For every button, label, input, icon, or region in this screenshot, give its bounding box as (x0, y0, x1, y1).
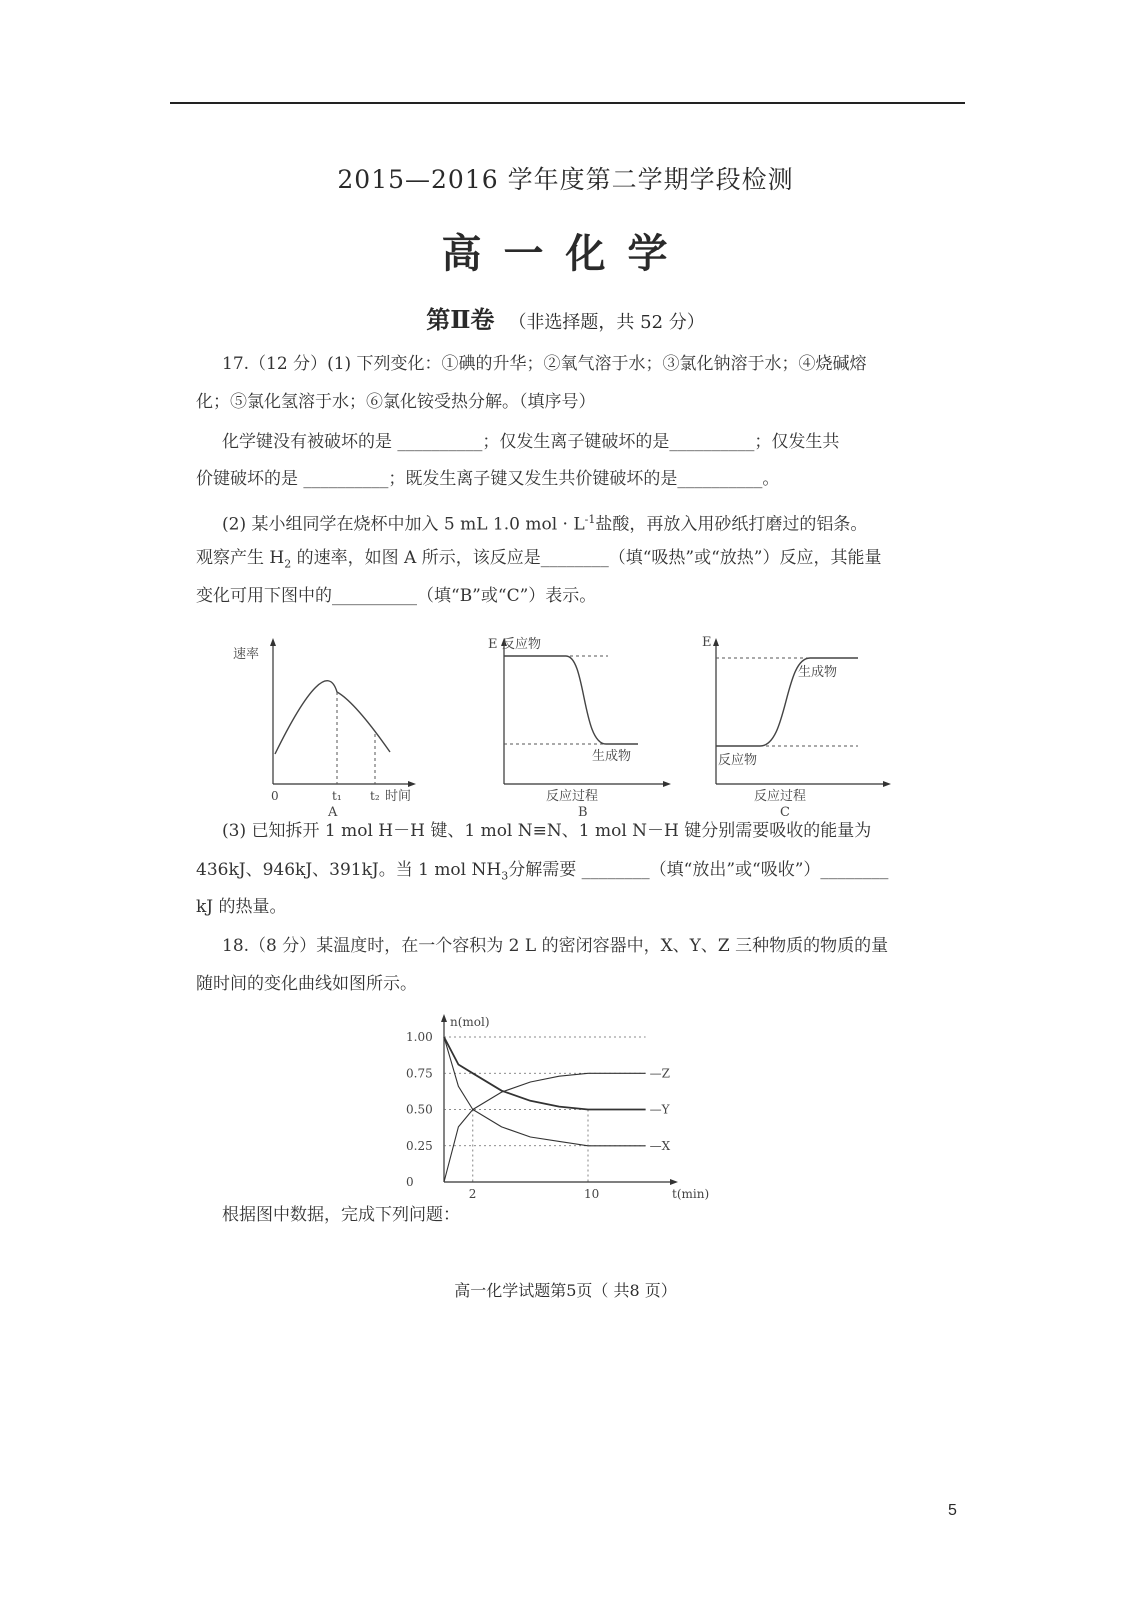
subject-title: 高一化学 (441, 230, 690, 277)
section-title (0, 300, 1131, 335)
chart-ytick-label: 0.75 (406, 1066, 433, 1081)
q17-line6-sub: 2 (284, 557, 292, 571)
chart-ytick-label: 0.50 (406, 1102, 433, 1117)
chart-xlabel: t(min) (672, 1187, 710, 1201)
figa-caption: A (328, 805, 338, 820)
figc-caption: C (780, 805, 790, 820)
figc-ylabel: E (702, 635, 712, 650)
q17-line5-a: (2) 某小组同学在烧杯中加入 5 mL 1.0 mol · L (222, 514, 585, 535)
series-label-z: —Z (649, 1066, 670, 1081)
series-label-y: —Y (649, 1102, 670, 1117)
q17-line9 (196, 861, 888, 885)
footer-page-info: 高一化学试题第5页（ 共8 页） (454, 1281, 677, 1300)
q17-line9-b: 分解需要 ________（填“放出”或“吸收”）________ (508, 860, 889, 880)
figure-a (225, 632, 425, 820)
figa-x-arrow (408, 781, 416, 787)
series-line-x (444, 1037, 646, 1146)
series-label-x: —X (649, 1138, 671, 1153)
line-chart (400, 1010, 710, 1206)
chart-ytick-label: 0 (406, 1175, 414, 1189)
figb-caption: B (578, 805, 588, 820)
chart-y-arrow (441, 1014, 447, 1022)
figa-origin: 0 (271, 789, 279, 803)
section-main: 第Ⅱ卷 (426, 305, 495, 334)
series-line-z (444, 1073, 646, 1182)
q17-line9-a: 436kJ、946kJ、391kJ。当 1 mol NH (196, 860, 502, 880)
page-number: 5 (948, 1502, 957, 1519)
q18-line2: 随时间的变化曲线如图所示。 (196, 974, 417, 994)
figc-xlabel: 反应过程 (754, 789, 807, 804)
figb-x-arrow (663, 781, 671, 787)
figure-c (700, 632, 900, 820)
figc-x-arrow (883, 781, 891, 787)
figa-ylabel: 速率 (233, 647, 260, 662)
q18-line3: 根据图中数据，完成下列问题： (222, 1205, 460, 1225)
chart-ylabel: n(mol) (450, 1015, 490, 1029)
chart-x-arrow (670, 1179, 678, 1185)
figa-t1: t₁ (332, 789, 342, 803)
chart-xtick-label: 10 (584, 1187, 600, 1201)
figure-b (488, 632, 678, 820)
q17-line1: 17.（12 分）(1) 下列变化：①碘的升华；②氧气溶于水；③氯化钠溶于水；④烧碱熔 (222, 354, 867, 374)
chart-xtick-label: 2 (468, 1187, 477, 1201)
figc-y-arrow (713, 638, 719, 646)
figb-product-label: 生成物 (592, 749, 632, 764)
figa-t2: t₂ (370, 789, 380, 803)
figb-xlabel: 反应过程 (546, 789, 599, 804)
figb-ylabel: E (488, 637, 498, 652)
figc-reactant-label: 反应物 (718, 753, 758, 768)
q17-line7: 变化可用下图中的__________（填“B”或“C”）表示。 (196, 586, 597, 606)
section-note: （非选择题，共 52 分） (508, 312, 705, 333)
q17-line6-a: 观察产生 H (196, 548, 285, 568)
figa-xlabel: 时间 (385, 789, 412, 804)
q17-line6 (196, 549, 882, 573)
q17-line4: 价键破坏的是 __________；既发生离子键又发生共价键破坏的是__________。 (196, 469, 780, 489)
figa-rate-curve (275, 681, 390, 754)
q17-line9-sub: 3 (501, 869, 509, 883)
q17-line10: kJ 的热量。 (196, 897, 287, 917)
q17-line5 (222, 510, 867, 535)
q17-line6-b: 的速率，如图 A 所示，该反应是________（填“吸热”或“放热”）反应，其能量 (291, 548, 882, 568)
q17-line2: 化；⑤氯化氢溶于水；⑥氯化铵受热分解。（填序号） (196, 392, 596, 412)
q17-line3: 化学键没有被破坏的是 __________；仅发生离子键破坏的是__________；仅发生共 (222, 432, 840, 452)
figb-energy-curve (504, 656, 638, 744)
q18-line1: 18.（8 分）某温度时，在一个容积为 2 L 的密闭容器中，X、Y、Z 三种物质的物质的量 (222, 936, 889, 956)
figb-reactant-label: 反应物 (502, 637, 542, 652)
q17-line5-sup: -1 (584, 513, 596, 526)
figc-product-label: 生成物 (798, 665, 838, 680)
q17-line5-b: 盐酸，再放入用砂纸打磨过的铝条。 (595, 514, 868, 535)
exam-title: 2015—2016 学年度第二学期学段检测 (337, 165, 794, 194)
top-rule (170, 102, 965, 104)
q17-line8: (3) 已知拆开 1 mol H－H 键、1 mol N≡N、1 mol N－H 键分别需要吸收的能量为 (222, 821, 872, 841)
chart-ytick-label: 0.25 (406, 1138, 433, 1153)
figa-y-arrow (270, 638, 276, 646)
chart-ytick-label: 1.00 (406, 1030, 433, 1044)
